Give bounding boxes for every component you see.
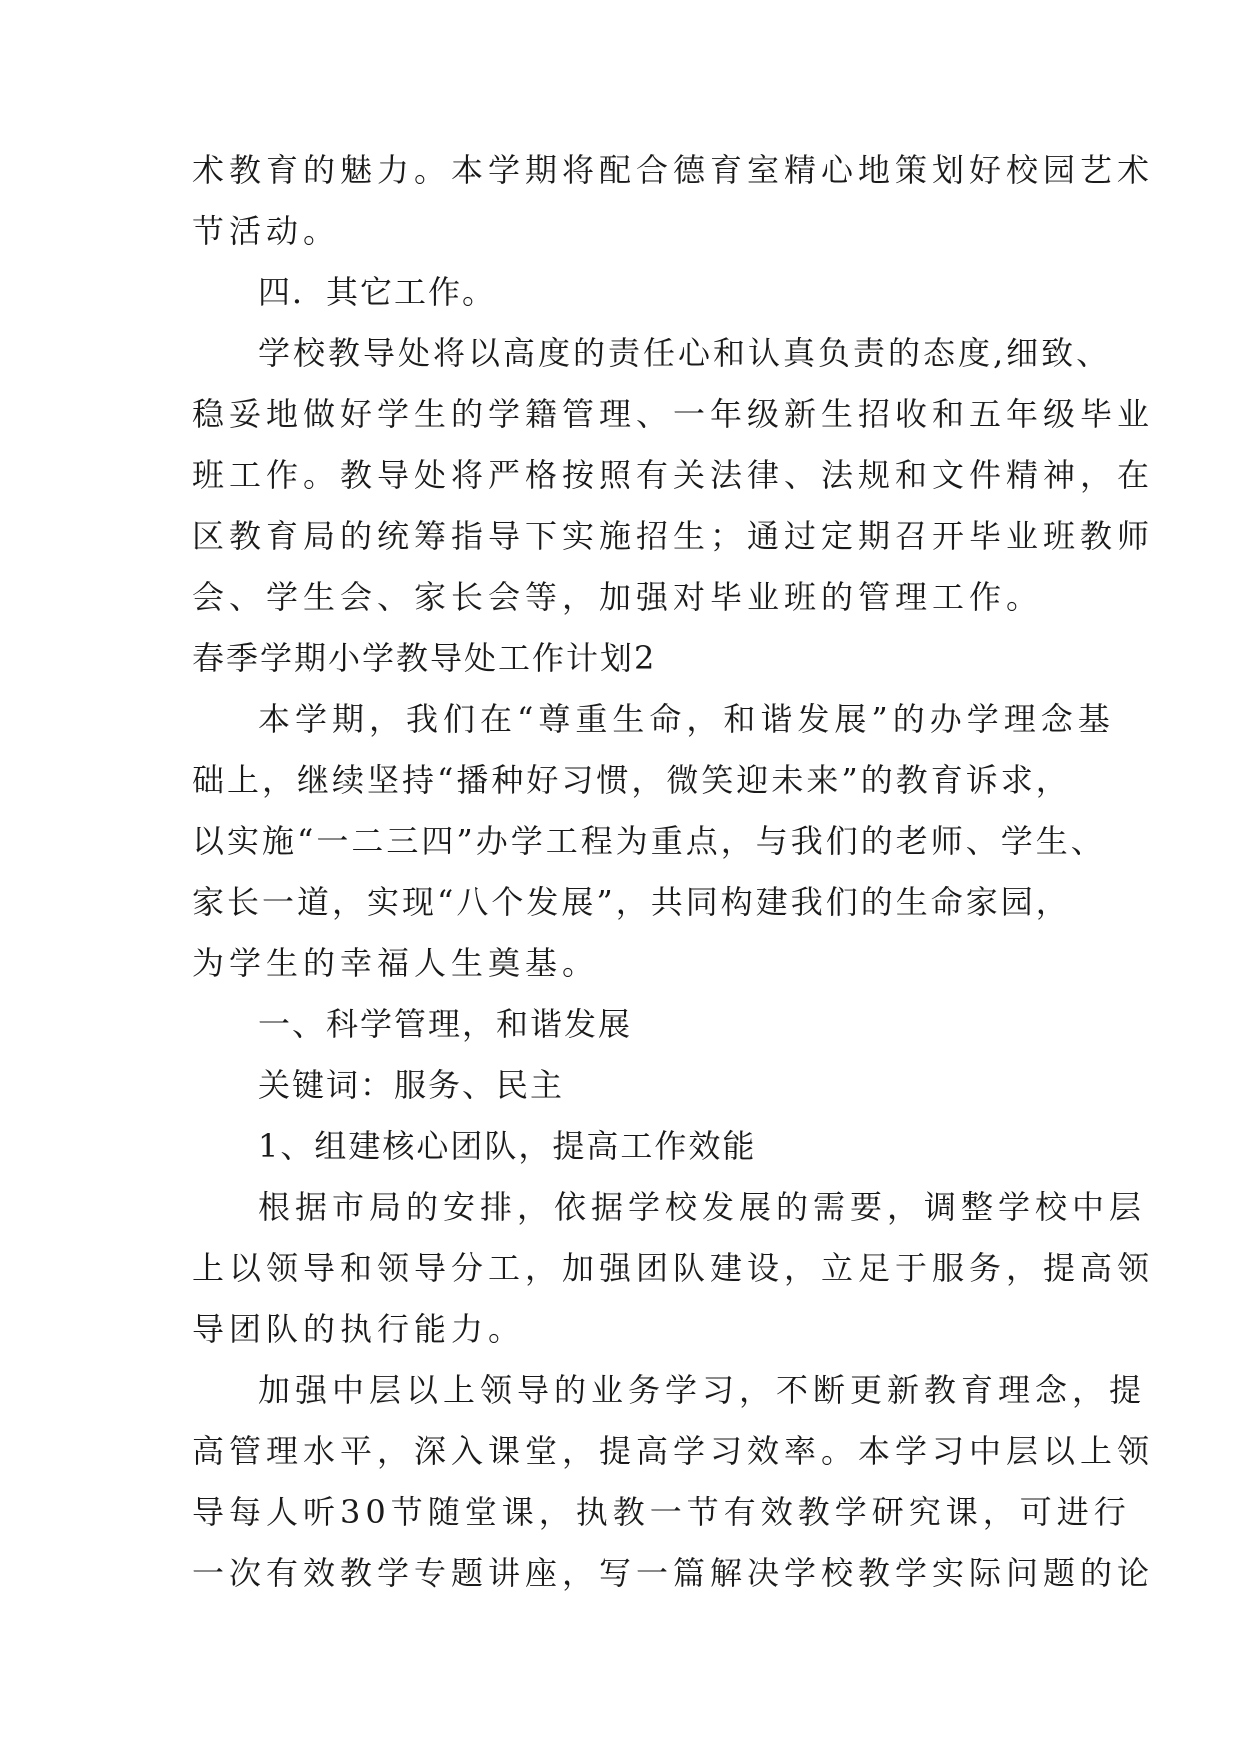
- body-text-line: 家长一道，实现“八个发展”，共同构建我们的生命家园，: [192, 883, 1071, 921]
- keywords-line: 关键词：服务、民主: [258, 1066, 565, 1104]
- body-text-line: 础上，继续坚持“播种好习惯，微笑迎未来”的教育诉求，: [192, 761, 1071, 799]
- body-text-line: 稳妥地做好学生的学籍管理、一年级新生招收和五年级毕业: [192, 395, 1155, 433]
- document-title: 春季学期小学教导处工作计划2: [192, 639, 657, 677]
- body-text-line: 班工作。教导处将严格按照有关法律、法规和文件精神，在: [192, 456, 1155, 494]
- body-text-line: 会、学生会、家长会等，加强对毕业班的管理工作。: [192, 578, 1044, 616]
- body-text-line: 学校教导处将以高度的责任心和认真负责的态度,细致、: [258, 334, 1112, 372]
- body-text-line: 加强中层以上领导的业务学习，不断更新教育理念，提: [258, 1371, 1147, 1409]
- body-text-line: 高管理水平，深入课堂，提高学习效率。本学习中层以上领: [192, 1432, 1155, 1470]
- body-text-line: 区教育局的统筹指导下实施招生；通过定期召开毕业班教师: [192, 517, 1155, 555]
- body-text-line: 节活动。: [192, 212, 341, 250]
- body-text-line: 术教育的魅力。本学期将配合德育室精心地策划好校园艺术: [192, 151, 1155, 189]
- section-heading: 四．其它工作。: [258, 273, 497, 311]
- subsection-heading: 1、组建核心团队，提高工作效能: [258, 1127, 757, 1165]
- section-heading: 一、科学管理，和谐发展: [258, 1005, 633, 1043]
- body-text-line: 上以领导和领导分工，加强团队建设，立足于服务，提高领: [192, 1249, 1155, 1287]
- body-text-line: 导每人听30节随堂课，执教一节有效教学研究课，可进行: [192, 1493, 1131, 1531]
- body-text-line: 为学生的幸福人生奠基。: [192, 944, 600, 982]
- body-text-line: 一次有效教学专题讲座，写一篇解决学校教学实际问题的论: [192, 1554, 1155, 1592]
- body-text-line: 以实施“一二三四”办学工程为重点，与我们的老师、学生、: [192, 822, 1106, 860]
- body-text-line: 根据市局的安排，依据学校发展的需要，调整学校中层: [258, 1188, 1147, 1226]
- body-text-line: 本学期，我们在“尊重生命，和谐发展”的办学理念基: [258, 700, 1115, 738]
- body-text-line: 导团队的执行能力。: [192, 1310, 526, 1348]
